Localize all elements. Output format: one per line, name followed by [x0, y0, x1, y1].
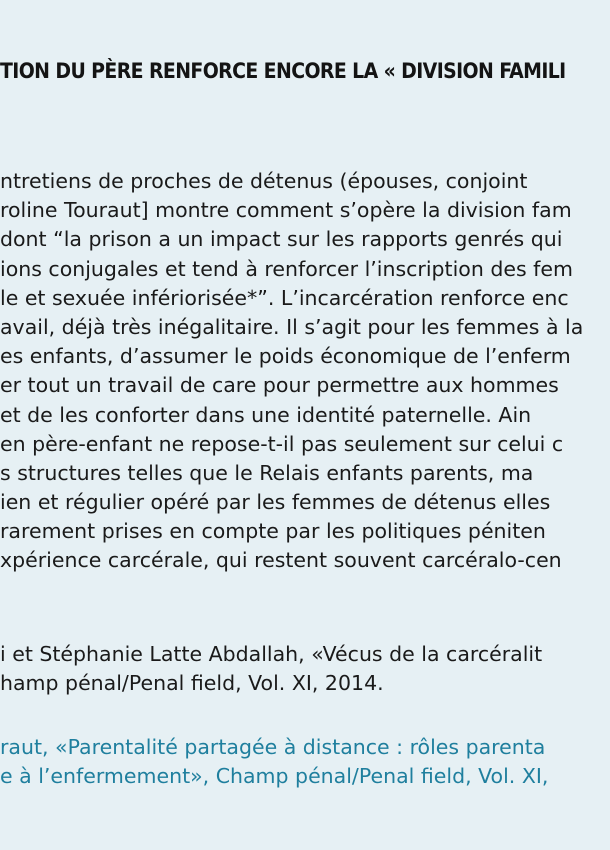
- paragraph-line: xpérience carcérale, qui restent souvent carcéralo-cen: [0, 548, 562, 573]
- paragraph-line: avail, déjà très inégalitaire. Il s’agit pour les femmes à la: [0, 314, 584, 339]
- paragraph-line: s structures telles que le Relais enfants parents, ma: [0, 460, 534, 485]
- paragraph-line: er tout un travail de care pour permettre aux hommes: [0, 373, 559, 398]
- reference-line: hamp pénal/Penal field, Vol. XI, 2014.: [0, 671, 384, 696]
- paragraph-line: ien et régulier opéré par les femmes de détenus elles: [0, 490, 551, 515]
- paragraph-line: roline Touraut] montre comment s’opère la division fam: [0, 198, 572, 223]
- section-heading: TION DU PÈRE RENFORCE ENCORE LA « DIVISION FAMILI: [0, 59, 566, 83]
- paragraph-line: rarement prises en compte par les politiques péniten: [0, 519, 546, 544]
- reference-citation-highlighted: [0, 733, 548, 791]
- body-paragraph: [0, 167, 583, 576]
- paragraph-line: en père-enfant ne repose-t-il pas seulement sur celui c: [0, 431, 564, 456]
- paragraph-line: dont “la prison a un impact sur les rapports genrés qui: [0, 227, 563, 252]
- paragraph-line: et de les conforter dans une identité paternelle. Ain: [0, 402, 532, 427]
- reference-line: i et Stéphanie Latte Abdallah, «Vécus de la carcéralit: [0, 642, 543, 666]
- reference-citation: [0, 640, 542, 698]
- reference-line: raut, «Parentalité partagée à distance : rôles parenta: [0, 735, 546, 759]
- paragraph-line: ntretiens de proches de détenus (épouses, conjoint: [0, 169, 528, 193]
- paragraph-line: es enfants, d’assumer le poids économique de l’enferm: [0, 344, 571, 369]
- paragraph-line: le et sexuée infériorisée*”. L’incarcération renforce enc: [0, 285, 569, 310]
- paragraph-line: ions conjugales et tend à renforcer l’inscription des fem: [0, 256, 573, 281]
- reference-line: e à l’enfermement», Champ pénal/Penal field, Vol. XI,: [0, 764, 549, 789]
